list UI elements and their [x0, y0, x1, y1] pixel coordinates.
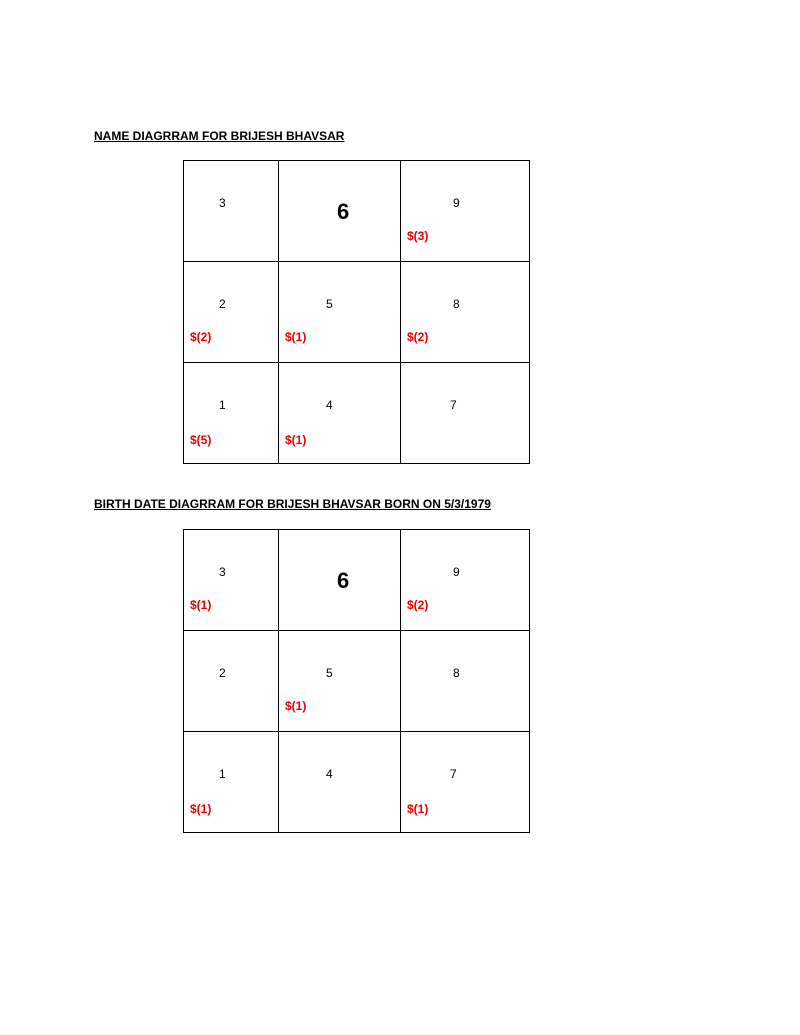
birth-cell-6 — [279, 530, 401, 631]
birth-cell-9 — [401, 530, 530, 631]
cell-number: 3 — [219, 565, 226, 579]
name-cell-4 — [279, 363, 401, 464]
name-cell-9 — [401, 161, 530, 262]
birth-date-diagram-heading: BIRTH DATE DIAGRRAM FOR BRIJESH BHAVSAR BORN ON 5/3/1979 — [94, 497, 491, 511]
cell-number: 7 — [450, 767, 457, 781]
cell-number: 1 — [219, 767, 226, 781]
cell-count: $(1) — [285, 433, 307, 447]
birth-cell-5 — [279, 631, 401, 732]
cell-count: $(1) — [285, 699, 307, 713]
name-cell-1 — [184, 363, 279, 464]
cell-count: $(1) — [190, 802, 212, 816]
cell-count: $(5) — [190, 433, 212, 447]
cell-number: 2 — [219, 666, 226, 680]
cell-number: 2 — [219, 297, 226, 311]
name-cell-8 — [401, 262, 530, 363]
cell-count: $(2) — [407, 330, 429, 344]
birth-cell-4 — [279, 732, 401, 833]
cell-number: 6 — [337, 568, 350, 593]
cell-number: 5 — [326, 666, 333, 680]
cell-number: 4 — [326, 767, 333, 781]
cell-number: 9 — [453, 196, 460, 210]
cell-number: 7 — [450, 398, 457, 412]
birth-cell-7 — [401, 732, 530, 833]
cell-count: $(1) — [190, 598, 212, 612]
cell-number: 6 — [337, 199, 350, 224]
name-cell-3 — [184, 161, 279, 262]
cell-number: 4 — [326, 398, 333, 412]
name-diagram-heading: NAME DIAGRRAM FOR BRIJESH BHAVSAR — [94, 129, 345, 143]
birth-cell-8 — [401, 631, 530, 732]
birth-cell-2 — [184, 631, 279, 732]
name-cell-5 — [279, 262, 401, 363]
cell-number: 8 — [453, 297, 460, 311]
cell-number: 3 — [219, 196, 226, 210]
birth-cell-1 — [184, 732, 279, 833]
name-cell-2 — [184, 262, 279, 363]
cell-count: $(1) — [407, 802, 429, 816]
birth-cell-3 — [184, 530, 279, 631]
birth-date-diagram-grid — [183, 529, 530, 833]
cell-count: $(2) — [190, 330, 212, 344]
cell-count: $(1) — [285, 330, 307, 344]
cell-number: 8 — [453, 666, 460, 680]
name-cell-7 — [401, 363, 530, 464]
cell-number: 5 — [326, 297, 333, 311]
cell-count: $(3) — [407, 229, 429, 243]
cell-number: 1 — [219, 398, 226, 412]
name-cell-6 — [279, 161, 401, 262]
name-diagram-grid — [183, 160, 530, 464]
cell-number: 9 — [453, 565, 460, 579]
cell-count: $(2) — [407, 598, 429, 612]
